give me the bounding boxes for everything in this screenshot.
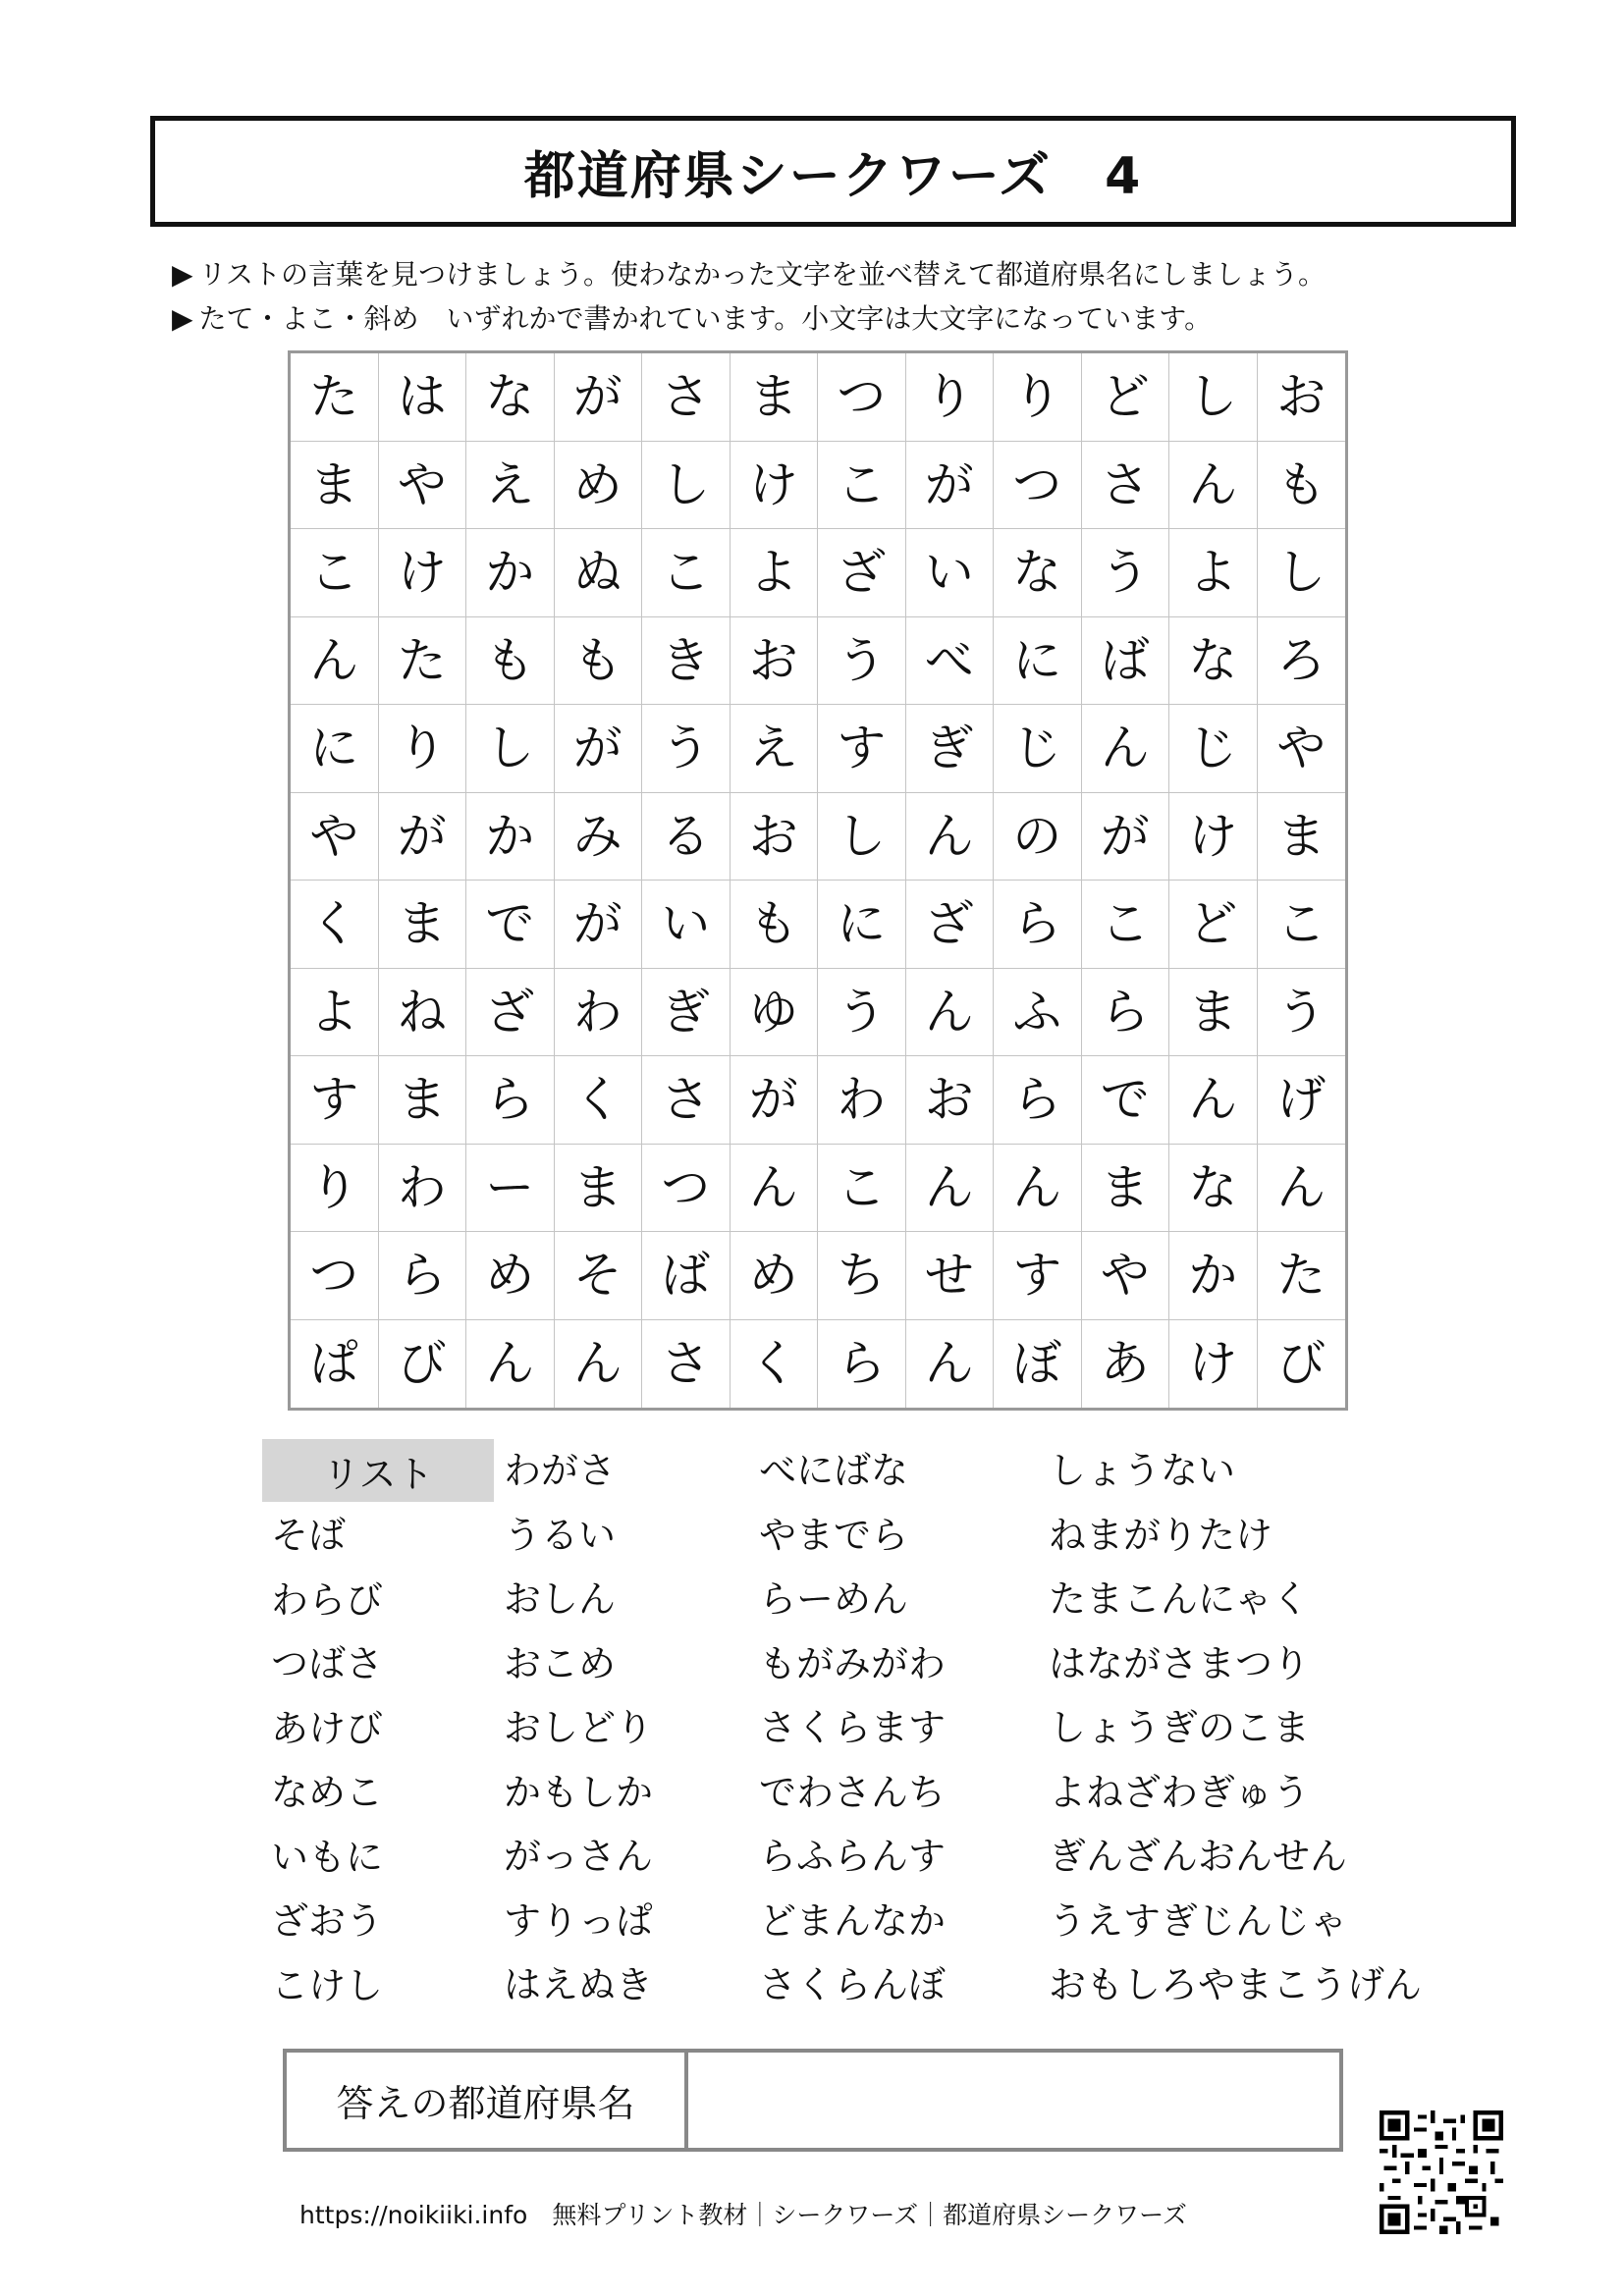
instruction-text-1: リストの言葉を見つけましょう。使わなかった文字を並べ替えて都道府県名にしましょう。 [198, 258, 1326, 291]
grid-cell: め [466, 1232, 555, 1320]
grid-cell: や [379, 442, 467, 530]
list-word: どまんなか [759, 1898, 947, 1943]
grid-cell: な [1169, 617, 1258, 706]
list-word: すりっぱ [504, 1898, 654, 1943]
grid-cell: や [1082, 1232, 1170, 1320]
grid-cell: ち [818, 1232, 906, 1320]
grid-cell: つ [994, 442, 1082, 530]
grid-cell: し [1258, 529, 1346, 617]
grid-cell: う [818, 969, 906, 1057]
grid-cell: ん [291, 617, 379, 706]
grid-cell: ろ [1258, 617, 1346, 706]
grid-cell: ん [906, 1320, 995, 1409]
grid-cell: す [994, 1232, 1082, 1320]
list-word: べにばな [759, 1449, 909, 1492]
grid-cell: な [994, 529, 1082, 617]
grid-cell: う [818, 617, 906, 706]
grid-cell: こ [642, 529, 731, 617]
grid-cell: す [818, 705, 906, 793]
grid-cell: ど [1169, 881, 1258, 969]
list-word: ねまがりたけ [1049, 1513, 1273, 1557]
list-word: おこめ [504, 1641, 617, 1685]
list-word: でわさんち [759, 1770, 947, 1814]
grid-cell: し [1169, 353, 1258, 442]
grid-cell: に [994, 617, 1082, 706]
list-word: らーめん [759, 1577, 909, 1621]
grid-cell: ざ [818, 529, 906, 617]
grid-cell: り [906, 353, 995, 442]
grid-cell: な [466, 353, 555, 442]
grid-cell: さ [642, 1056, 731, 1145]
grid-cell: さ [642, 1320, 731, 1409]
grid-cell: ま [555, 1145, 643, 1233]
grid-cell: あ [1082, 1320, 1170, 1409]
grid-cell: り [379, 705, 467, 793]
grid-cell: ら [379, 1232, 467, 1320]
grid-cell: で [1082, 1056, 1170, 1145]
grid-cell: ぎ [642, 969, 731, 1057]
grid-cell: こ [818, 1145, 906, 1233]
grid-cell: な [1169, 1145, 1258, 1233]
grid-cell: お [1258, 353, 1346, 442]
grid-cell: ま [379, 1056, 467, 1145]
grid-cell: く [555, 1056, 643, 1145]
title-box [150, 116, 1516, 227]
grid-cell: ん [555, 1320, 643, 1409]
grid-cell: え [731, 705, 819, 793]
grid-cell: よ [291, 969, 379, 1057]
grid-cell: し [466, 705, 555, 793]
grid-cell: す [291, 1056, 379, 1145]
grid-cell: ふ [994, 969, 1082, 1057]
list-word: らふらんす [759, 1835, 947, 1878]
instruction-line-2 [172, 297, 1212, 337]
list-word: さくらんぼ [759, 1963, 947, 2006]
grid-cell: は [379, 353, 467, 442]
answer-label: 答えの都道府県名 [287, 2053, 688, 2148]
grid-cell: ん [906, 1145, 995, 1233]
grid-cell: ば [642, 1232, 731, 1320]
answer-field[interactable] [688, 2053, 1339, 2148]
grid-cell: め [555, 442, 643, 530]
grid-cell: る [642, 793, 731, 881]
grid-cell: ぱ [291, 1320, 379, 1409]
grid-cell: び [379, 1320, 467, 1409]
grid-cell: わ [379, 1145, 467, 1233]
grid-cell: い [906, 529, 995, 617]
list-word: はえぬき [504, 1963, 654, 2006]
list-word: かもしか [504, 1770, 654, 1814]
grid-cell: も [731, 881, 819, 969]
grid-cell: ば [1082, 617, 1170, 706]
grid-cell: お [731, 793, 819, 881]
list-word: しょうない [1049, 1449, 1236, 1492]
list-word: いもに [271, 1835, 384, 1879]
grid-cell: ど [1082, 353, 1170, 442]
grid-cell: や [291, 793, 379, 881]
grid-cell: ざ [906, 881, 995, 969]
grid-cell: ま [1169, 969, 1258, 1057]
grid-cell: ん [466, 1320, 555, 1409]
answer-box [283, 2049, 1343, 2152]
grid-cell: し [642, 442, 731, 530]
grid-cell: け [731, 442, 819, 530]
grid-cell: の [994, 793, 1082, 881]
grid-cell: ー [466, 1145, 555, 1233]
grid-cell: う [1082, 529, 1170, 617]
grid-cell: が [1082, 793, 1170, 881]
list-word: おもしろやまこうげん [1049, 1963, 1423, 2006]
grid-cell: り [291, 1145, 379, 1233]
grid-cell: ぼ [994, 1320, 1082, 1409]
grid-cell: け [1169, 1320, 1258, 1409]
instruction-text-2: たて・よこ・斜め いずれかで書かれています。小文字は大文字になっています。 [198, 302, 1213, 335]
grid-cell: に [291, 705, 379, 793]
grid-cell: ん [731, 1145, 819, 1233]
list-word: ざおう [271, 1899, 384, 1943]
grid-cell: で [466, 881, 555, 969]
grid-cell: ゆ [731, 969, 819, 1057]
list-word: がっさん [504, 1835, 654, 1878]
grid-cell: み [555, 793, 643, 881]
grid-cell: も [466, 617, 555, 706]
grid-cell: こ [1258, 881, 1346, 969]
grid-cell: ら [466, 1056, 555, 1145]
grid-cell: べ [906, 617, 995, 706]
list-word: さくらます [759, 1706, 947, 1749]
grid-cell: つ [291, 1232, 379, 1320]
grid-cell: ま [1258, 793, 1346, 881]
grid-cell: ん [1169, 442, 1258, 530]
grid-cell: こ [1082, 881, 1170, 969]
grid-cell: わ [818, 1056, 906, 1145]
grid-cell: さ [642, 353, 731, 442]
grid-cell: ん [906, 969, 995, 1057]
page-title: 都道府県シークワーズ 4 [523, 147, 1143, 206]
grid-cell: こ [818, 442, 906, 530]
grid-cell: つ [818, 353, 906, 442]
grid-cell: こ [291, 529, 379, 617]
grid-cell: え [466, 442, 555, 530]
grid-cell: ら [994, 881, 1082, 969]
list-word: つばさ [271, 1642, 384, 1685]
grid-cell: ま [731, 353, 819, 442]
grid-cell: が [555, 353, 643, 442]
grid-cell: げ [1258, 1056, 1346, 1145]
list-word: おしん [504, 1577, 617, 1621]
grid-cell: ら [994, 1056, 1082, 1145]
instruction-line-1 [172, 253, 1326, 293]
list-word: うるい [504, 1513, 617, 1557]
grid-cell: た [379, 617, 467, 706]
grid-cell: が [555, 881, 643, 969]
grid-cell: が [379, 793, 467, 881]
grid-cell: か [1169, 1232, 1258, 1320]
grid-cell: く [731, 1320, 819, 1409]
qr-code-icon [1380, 2110, 1503, 2234]
grid-cell: ん [1082, 705, 1170, 793]
grid-cell: か [466, 529, 555, 617]
grid-cell: じ [1169, 705, 1258, 793]
grid-cell: ん [906, 793, 995, 881]
list-word: おしどり [504, 1706, 654, 1749]
grid-cell: が [555, 705, 643, 793]
grid-cell: ま [379, 881, 467, 969]
list-word: たまこんにゃく [1049, 1577, 1310, 1621]
grid-cell: め [731, 1232, 819, 1320]
grid-cell: ぬ [555, 529, 643, 617]
grid-cell: き [642, 617, 731, 706]
list-word: もがみがわ [759, 1641, 947, 1685]
list-word: やまでら [759, 1513, 909, 1557]
grid-cell: ん [994, 1145, 1082, 1233]
grid-cell: も [555, 617, 643, 706]
grid-cell: く [291, 881, 379, 969]
grid-cell: ら [818, 1320, 906, 1409]
grid-cell: さ [1082, 442, 1170, 530]
grid-cell: ま [291, 442, 379, 530]
grid-cell: り [994, 353, 1082, 442]
grid-cell: け [1169, 793, 1258, 881]
list-header: リスト [262, 1439, 494, 1502]
list-word: はながさまつり [1049, 1641, 1311, 1685]
grid-cell: う [642, 705, 731, 793]
grid-cell: た [291, 353, 379, 442]
list-word: わがさ [504, 1449, 617, 1492]
grid-cell: ん [1258, 1145, 1346, 1233]
grid-cell: び [1276, 1335, 1326, 1393]
grid-cell: い [642, 881, 731, 969]
triangle-marker-icon: ▶ [172, 258, 193, 291]
grid-cell: が [906, 442, 995, 530]
grid-cell: よ [731, 529, 819, 617]
triangle-marker-icon: ▶ [172, 302, 193, 335]
grid-cell: け [379, 529, 467, 617]
grid-cell: ら [1082, 969, 1170, 1057]
grid-cell: よ [1169, 529, 1258, 617]
word-search-grid [288, 350, 1348, 1411]
grid-cell: ね [379, 969, 467, 1057]
grid-cell: も [1258, 442, 1346, 530]
grid-cell: ぎ [906, 705, 995, 793]
grid-cell: ま [1082, 1145, 1170, 1233]
grid-cell: つ [642, 1145, 731, 1233]
footer-text: https://noikiiki.info 無料プリント教材｜シークワーズ｜都道府県シークワーズ [299, 2201, 1187, 2229]
grid-cell: お [731, 617, 819, 706]
list-word: ぎんざんおんせん [1049, 1835, 1348, 1878]
list-word: なめこ [271, 1771, 384, 1814]
grid-cell: や [1258, 705, 1346, 793]
list-word: わらび [271, 1577, 384, 1622]
list-word: よねざわぎゅう [1049, 1770, 1311, 1814]
grid-cell: お [906, 1056, 995, 1145]
grid-cell: が [731, 1056, 819, 1145]
grid-cell: ざ [466, 969, 555, 1057]
list-word: そば [271, 1514, 347, 1557]
grid-cell: じ [994, 705, 1082, 793]
grid-cell: に [818, 881, 906, 969]
list-word: しょうぎのこま [1049, 1706, 1311, 1749]
grid-cell: か [466, 793, 555, 881]
grid-cell: た [1258, 1232, 1346, 1320]
grid-cell: う [1258, 969, 1346, 1057]
grid-cell: そ [555, 1232, 643, 1320]
grid-cell: わ [555, 969, 643, 1057]
grid-cell: し [818, 793, 906, 881]
list-word: うえすぎじんじゃ [1049, 1898, 1348, 1943]
grid-cell: せ [906, 1232, 995, 1320]
list-word: あけび [271, 1706, 384, 1750]
grid-cell: ん [1169, 1056, 1258, 1145]
list-word: こけし [271, 1963, 384, 2007]
